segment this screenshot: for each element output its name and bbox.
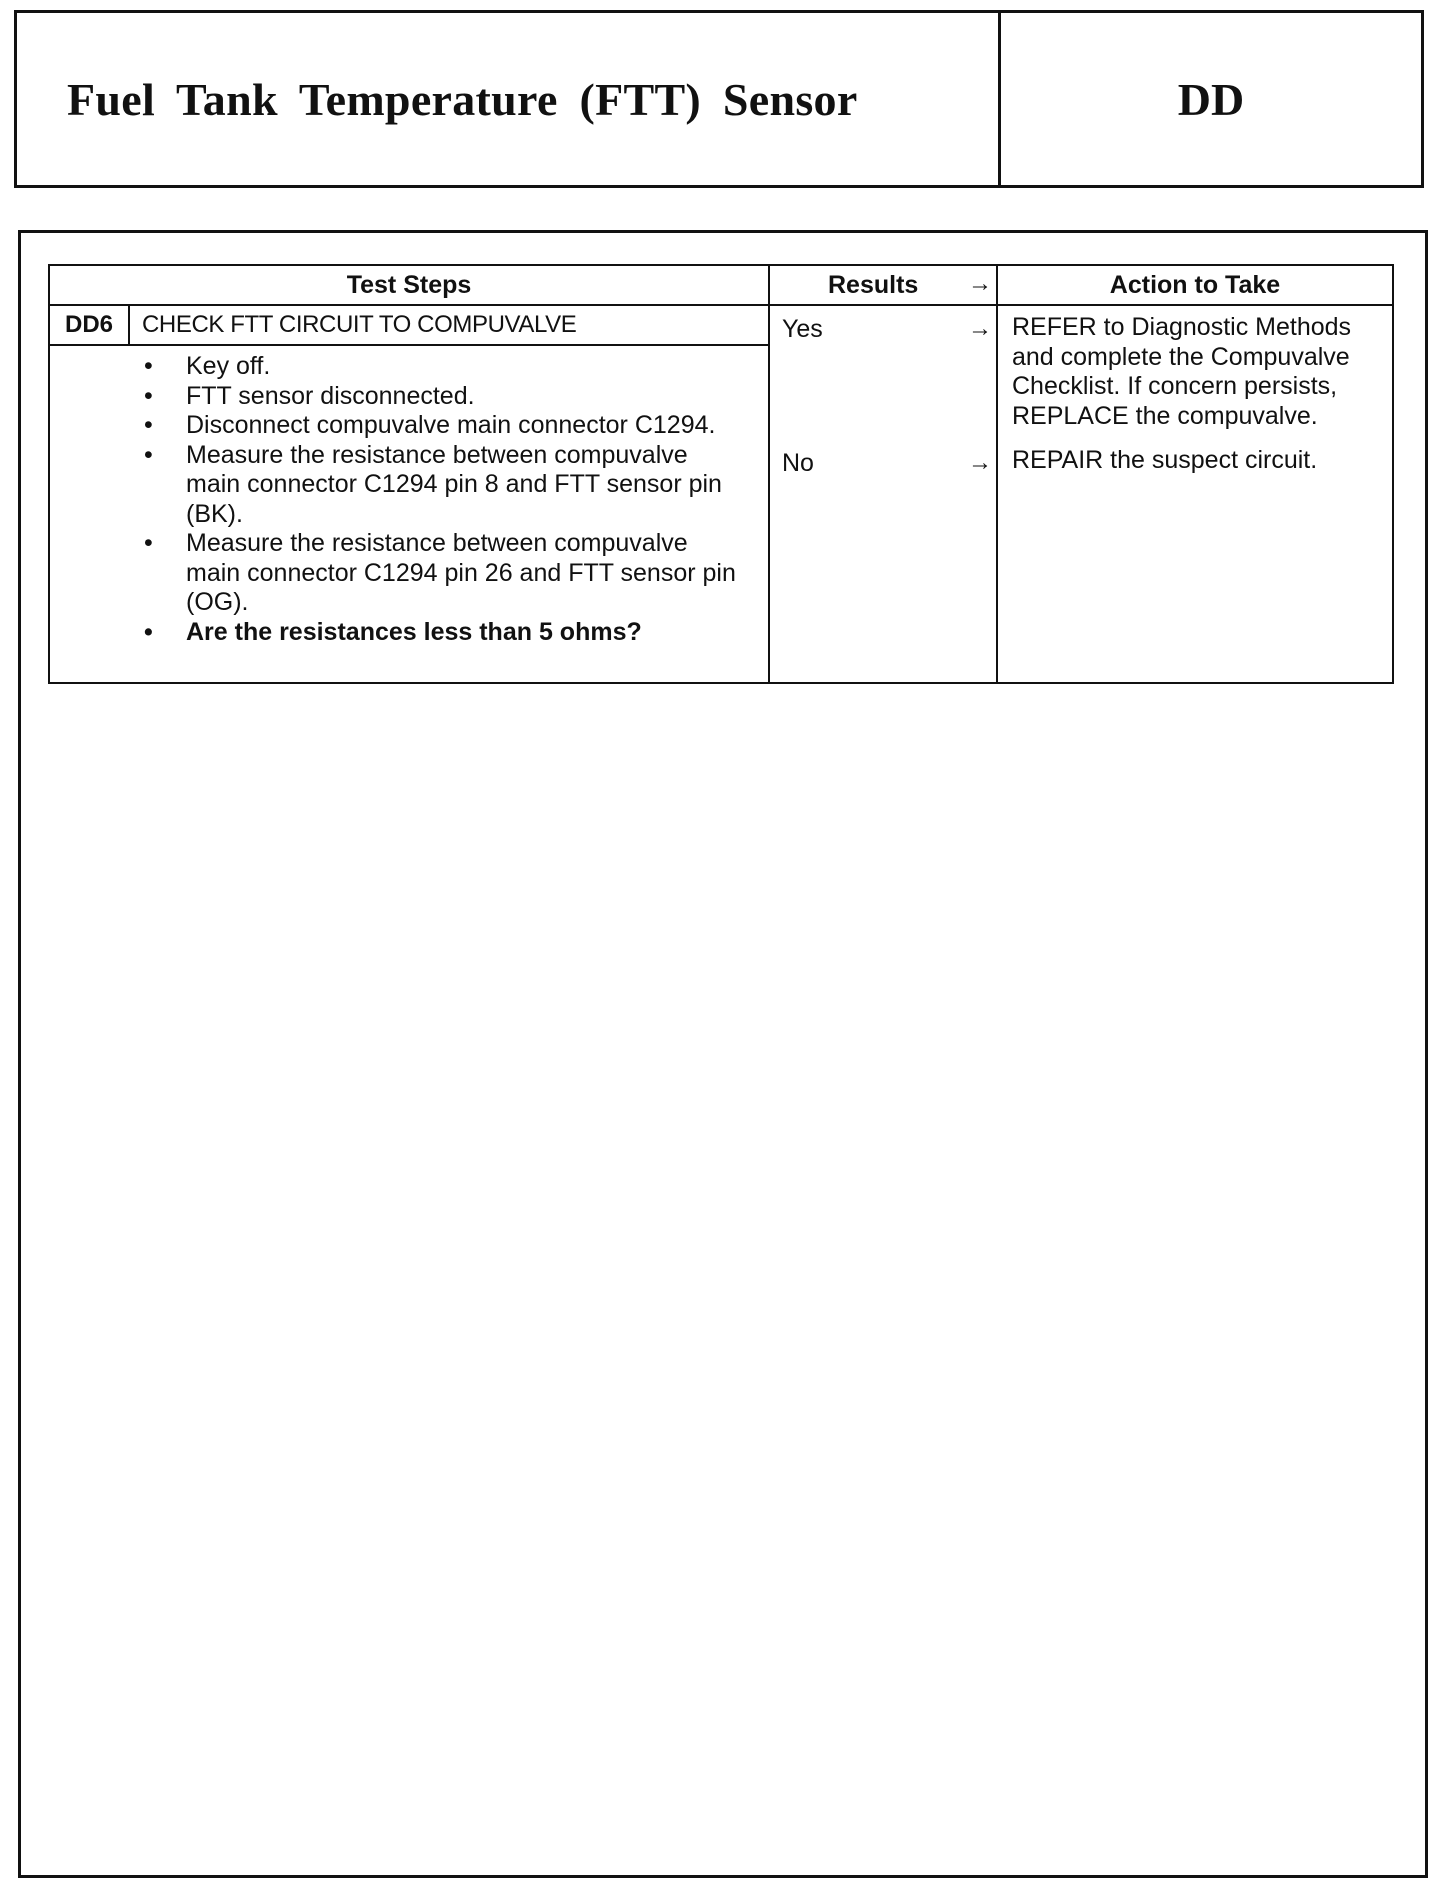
results-column (770, 266, 998, 682)
action-column (998, 266, 1392, 682)
result-label: Yes (782, 315, 823, 343)
page-header (14, 10, 1424, 188)
action-no: REPAIR the suspect circuit. (1012, 446, 1318, 474)
step-row (50, 306, 768, 346)
result-no (782, 448, 996, 478)
header-title-cell (17, 13, 1001, 185)
header-code-cell (1001, 13, 1421, 185)
results-header (770, 266, 996, 306)
results-header-label: Results (828, 270, 919, 299)
result-label: No (782, 449, 814, 477)
action-header: Action to Take (998, 266, 1392, 306)
test-steps-header: Test Steps (50, 266, 768, 306)
section-code: DD (1177, 73, 1245, 125)
action-yes: REFER to Diagnostic Methods and complete the Compuvalve Checklist. If concern persists, REPLACE the compuvalve. (1012, 313, 1352, 430)
arrow-right-icon: → (968, 270, 992, 297)
step-title: CHECK FTT CIRCUIT TO COMPUVALVE (142, 311, 577, 338)
list-item: • Measure the resistance between compuvalve main connector C1294 pin 26 and FTT sensor pin (OG). (142, 529, 768, 618)
arrow-right-icon: → (968, 449, 992, 476)
list-item: • Disconnect compuvalve main connector C1294. (142, 411, 768, 441)
step-id: DD6 (50, 306, 130, 344)
step-question: • Are the resistances less than 5 ohms? (142, 618, 768, 648)
step-instructions (50, 346, 768, 647)
list-item: • Key off. (142, 352, 768, 382)
result-yes (782, 314, 996, 344)
list-item: • Measure the resistance between compuvalve main connector C1294 pin 8 and FTT sensor pin (BK). (142, 441, 768, 530)
diagnostic-table (48, 264, 1394, 684)
list-item: • FTT sensor disconnected. (142, 382, 768, 412)
test-steps-column (50, 266, 770, 682)
page-title: Fuel Tank Temperature (FTT) Sensor (67, 73, 858, 125)
arrow-right-icon: → (968, 315, 992, 342)
